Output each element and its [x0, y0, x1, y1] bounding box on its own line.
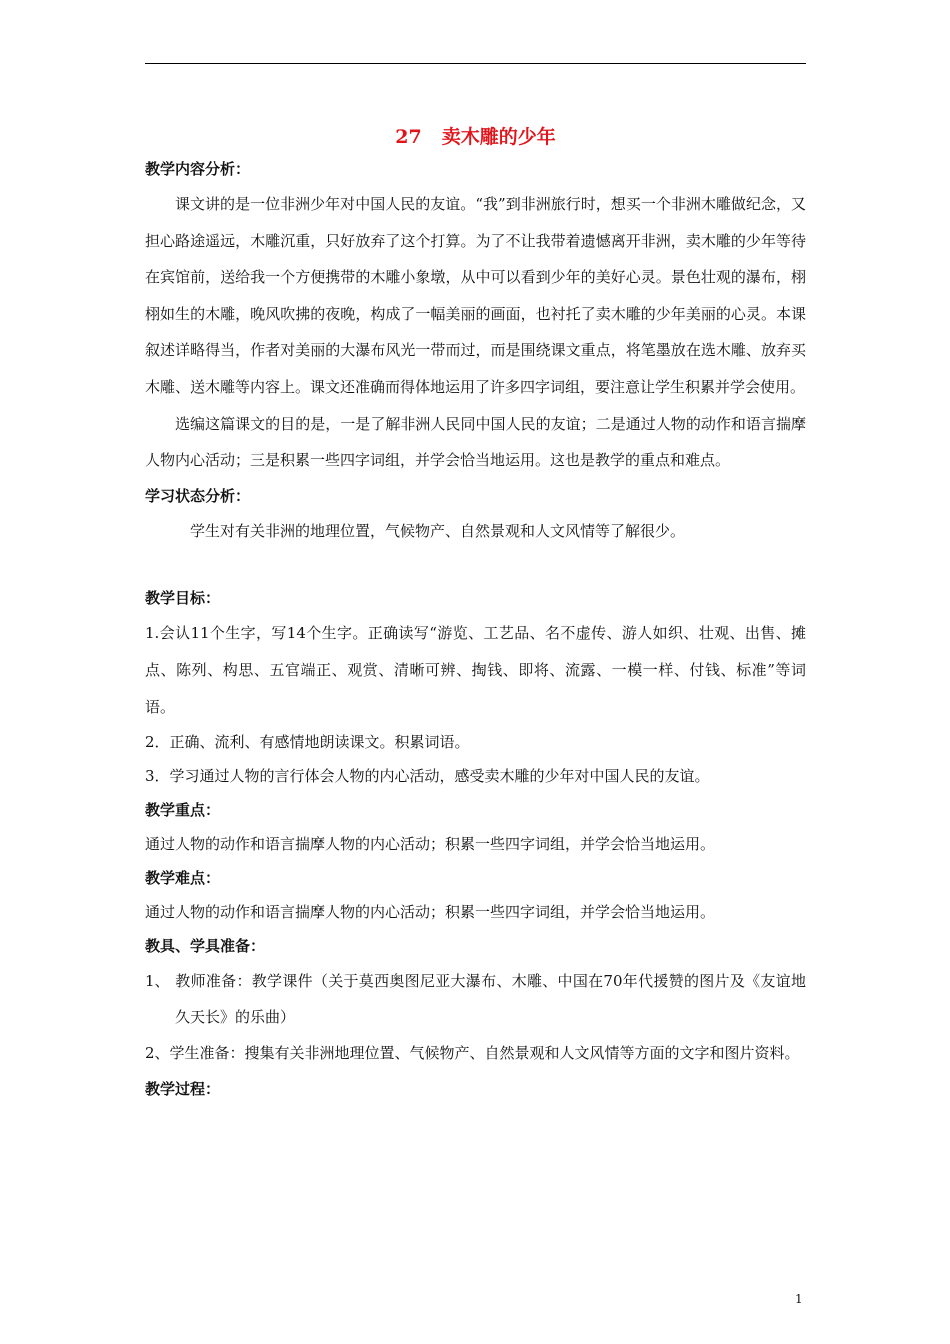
lesson-title — [145, 122, 806, 152]
heading-difficulties: 教学难点： — [145, 869, 221, 888]
page-number: 1 — [795, 1292, 803, 1306]
spacer — [145, 549, 806, 581]
preparation-item-1 — [145, 963, 806, 1035]
difficulties-paragraph: 通过人物的动作和语言揣摩人物的内心活动；积累一些四字词组，并学会恰当地运用。 — [145, 903, 716, 922]
heading-process: 教学过程： — [145, 1079, 221, 1098]
heading-key-points: 教学重点： — [145, 801, 221, 820]
heading-goals: 教学目标： — [145, 589, 221, 608]
preparation-item-2: 2、学生准备：搜集有关非洲地理位置、气候物产、自然景观和人文风情等方面的文字和图片资料。 — [145, 1044, 800, 1063]
header-rule — [145, 63, 806, 64]
lesson-number: 27 — [395, 126, 422, 148]
goal-item-2: 2．正确、流利、有感情地朗读课文。积累词语。 — [145, 733, 470, 752]
key-points-paragraph: 通过人物的动作和语言揣摩人物的内心活动；积累一些四字词组，并学会恰当地运用。 — [145, 835, 716, 854]
preparation-item-1-label: 1、 — [145, 972, 170, 991]
document-body — [145, 122, 806, 1106]
preparation-item-1-text: 教师准备：教学课件（关于莫西奥图尼亚大瀑布、木雕、中国在70年代援赞的图片及《友谊地久天长》的乐曲） — [175, 972, 806, 1027]
learning-status-paragraph: 学生对有关非洲的地理位置，气候物产、自然景观和人文风情等了解很少。 — [190, 521, 686, 540]
goal-item-3: 3．学习通过人物的言行体会人物的内心活动，感受卖木雕的少年对中国人民的友谊。 — [145, 767, 710, 786]
heading-content-analysis: 教学内容分析： — [145, 160, 251, 178]
content-analysis-paragraph-2: 选编这篇课文的目的是，一是了解非洲人民同中国人民的友谊；二是通过人物的动作和语言揣摩人物内心活动；三是积累一些四字词组，并学会恰当地运用。这也是教学的重点和难点。 — [145, 414, 806, 470]
lesson-title-text: 卖木雕的少年 — [441, 126, 556, 148]
goal-item-1: 1.会认11个生字，写14个生字。正确读写“游览、工艺品、名不虚传、游人如织、壮观、出售、摊点、陈列、构思、五官端正、观赏、清晰可辨、掏钱、即将、流露、一模一样、付钱、标准”等词语。 — [145, 624, 806, 716]
content-analysis-paragraph-1: 课文讲的是一位非洲少年对中国人民的友谊。“我”到非洲旅行时，想买一个非洲木雕做纪念，又担心路途遥远，木雕沉重，只好放弃了这个打算。为了不让我带着遗憾离开非洲，卖木雕的少年等待在宾馆前，送给我一个方便携带的木雕小象墩，从中可以看到少年的美好心灵。景色壮观的瀑布，栩栩如生的木雕，晚风吹拂的夜晚，构成了一幅美丽的画面，也衬托了卖木雕的少年美丽的心灵。本课叙述详略得当，作者对美丽的大瀑布风光一带而过，而是围绕课文重点，将笔墨放在选木雕、放弃买木雕、送木雕等内容上。课文还准确而得体地运用了许多四字词组，要注意让学生积累并学会使用。 — [145, 195, 806, 396]
heading-preparation: 教具、学具准备： — [145, 937, 266, 956]
heading-learning-status: 学习状态分析： — [145, 486, 251, 505]
